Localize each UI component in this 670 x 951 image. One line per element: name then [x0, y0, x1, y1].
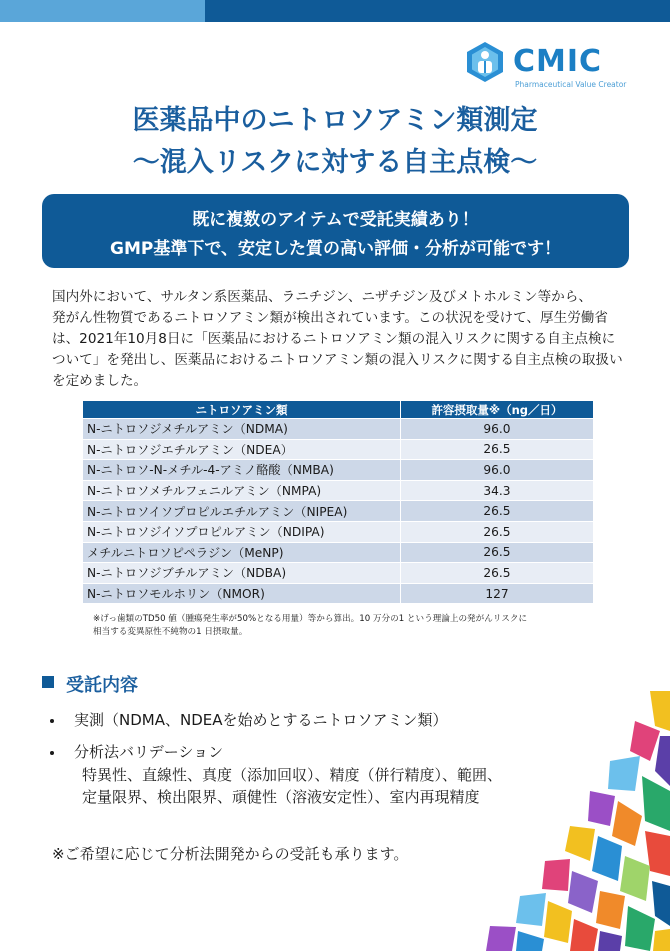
top-bar-light — [0, 0, 210, 22]
intake-cell: 127 — [401, 583, 594, 604]
service-item-validation: 分析法バリデーション — [74, 743, 224, 761]
column-header-substance: ニトロソアミン類 — [83, 401, 401, 419]
table-header-row — [83, 401, 594, 419]
table-row — [83, 419, 594, 440]
table-row — [83, 439, 594, 460]
substance-cell: N-ニトロソジブチルアミン（NDBA) — [83, 563, 401, 584]
banner-line2: GMP基準下で、安定した質の高い評価・分析が可能です！ — [110, 239, 561, 259]
highlight-banner — [42, 194, 629, 268]
substance-cell: N-ニトロソ-N-メチル-4-アミノ酪酸（NMBA) — [83, 460, 401, 481]
bullet-dot — [50, 719, 54, 723]
cmic-logo — [463, 40, 633, 92]
table-row — [83, 480, 594, 501]
intro-line: ついて」を発出し、医薬品におけるニトロソアミン類の混入リスクに関する自主点検の取扱い — [52, 352, 623, 368]
substance-cell: N-ニトロソジエチルアミン（NDEA） — [83, 439, 401, 460]
intro-paragraph — [52, 287, 622, 392]
intake-cell: 96.0 — [401, 419, 594, 440]
intake-cell: 26.5 — [401, 439, 594, 460]
substance-cell: N-ニトロソイソプロピルエチルアミン（NIPEA) — [83, 501, 401, 522]
table-row — [83, 501, 594, 522]
table-row — [83, 583, 594, 604]
table-row — [83, 460, 594, 481]
section-title: 受託内容 — [66, 675, 138, 696]
intake-cell: 26.5 — [401, 501, 594, 522]
validation-detail-line2: 定量限界、検出限界、頑健性（溶液安定性）、室内再現精度 — [82, 788, 480, 806]
intro-line: 発がん性物質であるニトロソアミン類が検出されています。この状況を受けて、厚生労働省 — [52, 310, 608, 326]
nitrosamine-table — [82, 400, 594, 604]
table-row — [83, 563, 594, 584]
closing-note: ※ご希望に応じて分析法開発からの受託も承ります。 — [52, 845, 409, 863]
service-item-measurement: 実測（NDMA、NDEAを始めとするニトロソアミン類） — [74, 711, 448, 729]
intake-cell: 34.3 — [401, 480, 594, 501]
page-title-line1: 医薬品中のニトロソアミン類測定 — [132, 105, 538, 136]
intake-cell: 26.5 — [401, 563, 594, 584]
intake-cell: 96.0 — [401, 460, 594, 481]
table-row — [83, 542, 594, 563]
footnote-line: 相当する変異原性不純物の1 日摂取量。 — [93, 627, 248, 637]
mosaic-tiles — [486, 691, 670, 951]
footnote-line: ※げっ歯類のTD50 値（腫瘍発生率が50%となる用量）等から算出。10 万分の1 という理論上の発がんリスクに — [93, 614, 528, 624]
substance-cell: N-ニトロソジメチルアミン（NDMA) — [83, 419, 401, 440]
substance-cell: メチルニトロソピペラジン（MeNP) — [83, 542, 401, 563]
section-marker-square — [42, 676, 54, 688]
substance-cell: N-ニトロソジイソプロピルアミン（NDIPA) — [83, 521, 401, 542]
top-bar-dark — [205, 0, 670, 22]
substance-cell: N-ニトロソメチルフェニルアミン（NMPA) — [83, 480, 401, 501]
validation-detail-line1: 特異性、直線性、真度（添加回収）、精度（併行精度）、範囲、 — [82, 766, 503, 784]
intro-line: を定めました。 — [52, 373, 148, 389]
table-row — [83, 521, 594, 542]
intro-line: は、2021年10月8日に「医薬品におけるニトロソアミン類の混入リスクに関する自主点検に — [52, 331, 616, 347]
intro-line: 国内外において、サルタン系医薬品、ラニチジン、ニザチジン及びメトホルミン等から、 — [52, 289, 592, 305]
table-footnote — [93, 613, 527, 639]
logo-wordmark: CMIC — [513, 44, 603, 79]
column-header-intake: 許容摂取量※（ng／日） — [401, 401, 594, 419]
logo-tagline: Pharmaceutical Value Creator — [515, 80, 627, 89]
intake-cell: 26.5 — [401, 521, 594, 542]
banner-line1: 既に複数のアイテムで受託実績あり！ — [192, 210, 479, 230]
bullet-dot — [50, 751, 54, 755]
hexagon-person-icon — [463, 40, 507, 84]
page-title-line2: ～混入リスクに対する自主点検～ — [132, 147, 538, 178]
substance-cell: N-ニトロソモルホリン（NMOR) — [83, 583, 401, 604]
decorative-mosaic — [450, 691, 670, 951]
intake-cell: 26.5 — [401, 542, 594, 563]
